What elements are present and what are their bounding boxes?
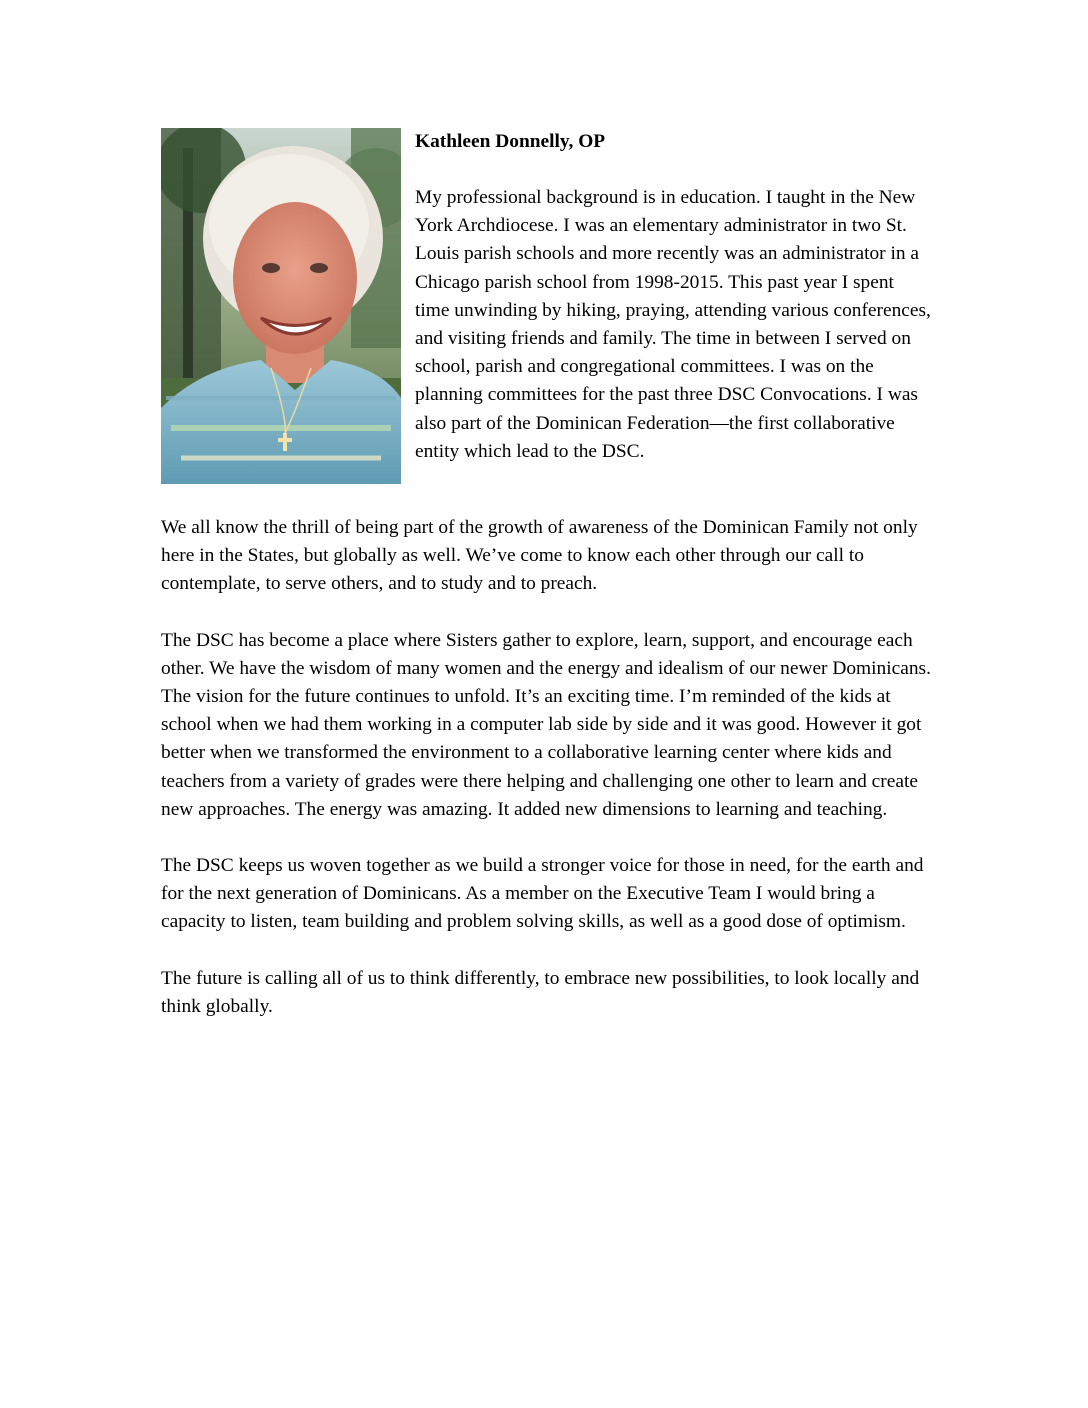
profile-name: Kathleen Donnelly, OP <box>415 131 606 152</box>
paragraph-background: My professional background is in education. I taught in the New York Archdiocese. I was an elementary administrator in two St. Louis parish schools and more recently was an administrator in a Chicago parish school from 1998-2015. This past year I spent time unwinding by hiking, praying, attending various conferences, and visiting friends and family. The time in between I served on school, parish and congregational committees. I was on the planning committees for the past three DSC Convocations. I was also part of the Dominican Federation—the first collaborative entity which lead to the DSC. <box>415 187 931 462</box>
document-page <box>161 124 933 1049</box>
portrait-photo <box>161 128 401 484</box>
paragraph-executive-team: The DSC keeps us woven together as we build a stronger voice for those in need, for the earth and for the next generation of Dominicans. As a member on the Executive Team I would bring a capacity to listen, team building and problem solving skills, as well as a good dose of optimism. <box>161 855 924 933</box>
paragraph-dsc-place: The DSC has become a place where Sisters gather to explore, learn, support, and encourage each other. We have the wisdom of many women and the energy and idealism of our newer Dominicans. The vision for the future continues to unfold. It’s an exciting time. I’m reminded of the kids at school when we had them working in a computer lab side by side and it was good. However it got better when we transformed the environment to a collaborative learning center where kids and teachers from a variety of grades were there helping and challenging one other to learn and create new approaches. The energy was amazing. It added new dimensions to learning and teaching. <box>161 629 931 820</box>
paragraph-dominican-family: We all know the thrill of being part of the growth of awareness of the Dominican Family not only here in the States, but globally as well. We’ve come to know each other through our call to contemplate, to serve others, and to study and to preach. <box>161 517 918 595</box>
paragraph-future: The future is calling all of us to think differently, to embrace new possibilities, to look locally and think globally. <box>161 967 920 1017</box>
body-text <box>161 486 933 1021</box>
portrait-photo-icon <box>161 128 401 484</box>
